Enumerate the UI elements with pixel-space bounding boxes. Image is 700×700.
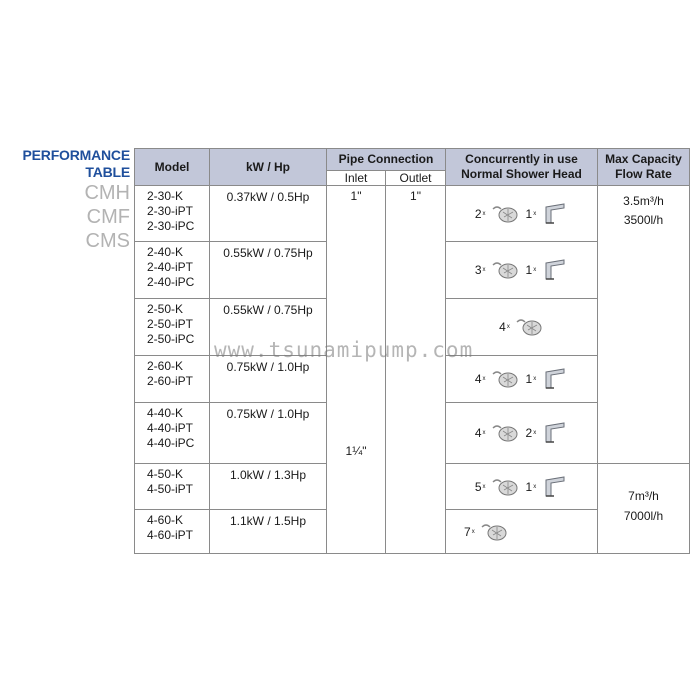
- capacity-lh-1: 3500l/h: [623, 213, 664, 227]
- watermark: www.tsunamipump.com: [214, 338, 474, 362]
- tap-count: 1 x: [525, 263, 537, 277]
- shower-count: 5 x: [474, 479, 486, 494]
- series-cms: CMS: [85, 230, 130, 252]
- model-cell: 4-50-K 4-50-iPT: [134, 463, 210, 510]
- header-pipe-connection: Pipe Connection: [326, 148, 446, 171]
- kw-cell: 1.1kW / 1.5Hp: [209, 509, 327, 554]
- usage-cell: [445, 241, 598, 299]
- series-cmf: CMF: [86, 206, 130, 228]
- usage-cell: [445, 355, 598, 403]
- series-cmh: CMH: [84, 182, 130, 204]
- tap-count: 1 x: [525, 479, 537, 494]
- model-cell: 4-40-K 4-40-iPT 4-40-iPC: [134, 402, 210, 464]
- header-outlet: Outlet: [385, 170, 446, 186]
- shower-head-icon: [492, 368, 520, 390]
- usage-cell: [445, 463, 598, 510]
- shower-head-icon: [481, 521, 509, 543]
- usage-cell: [445, 509, 598, 554]
- tap-count: 1 x: [525, 206, 537, 221]
- kw-cell: 0.75kW / 1.0Hp: [209, 402, 327, 464]
- header-inlet: Inlet: [326, 170, 386, 186]
- capacity-m3h-2: 7m³/h: [628, 489, 659, 503]
- model-cell: 2-50-K 2-50-iPT 2-50-iPC: [134, 298, 210, 356]
- shower-head-icon: [492, 422, 520, 444]
- usage-cell: [445, 298, 598, 356]
- faucet-icon: [542, 366, 568, 392]
- shower-count: 4 x: [474, 372, 486, 386]
- tap-count: 2 x: [525, 426, 537, 440]
- faucet-icon: [542, 474, 568, 500]
- shower-count: 2 x: [474, 206, 486, 221]
- shower-head-icon: [492, 259, 520, 281]
- tap-count: 1 x: [525, 372, 537, 386]
- performance-table-title: [23, 147, 130, 181]
- header-model: Model: [134, 148, 210, 186]
- kw-cell: 0.55kW / 0.75Hp: [209, 241, 327, 299]
- shower-count: 4 x: [499, 320, 510, 334]
- model-cell: 2-40-K 2-40-iPT 2-40-iPC: [134, 241, 210, 299]
- performance-table: [134, 148, 690, 554]
- usage-cell: [445, 185, 598, 242]
- capacity-group-2: [597, 463, 690, 554]
- shower-count: 4 x: [474, 426, 486, 440]
- capacity-m3h-1: 3.5m³/h: [623, 194, 664, 208]
- header-kw: kW / Hp: [209, 148, 327, 186]
- inlet-value-1: 1": [350, 189, 362, 203]
- shower-count: 3 x: [474, 263, 486, 277]
- header-max-capacity: Max Capacity Flow Rate: [597, 148, 690, 186]
- shower-head-icon: [516, 316, 544, 338]
- shower-head-icon: [492, 476, 520, 498]
- usage-cell: [445, 402, 598, 464]
- title-line-2: TABLE: [85, 164, 130, 180]
- kw-cell: 0.75kW / 1.0Hp: [209, 355, 327, 403]
- kw-cell: 1.0kW / 1.3Hp: [209, 463, 327, 510]
- faucet-icon: [542, 420, 568, 446]
- faucet-icon: [542, 201, 568, 227]
- outlet-value-1: 1": [410, 189, 421, 203]
- kw-cell: 0.55kW / 0.75Hp: [209, 298, 327, 356]
- inlet-value-2: 1¼": [345, 444, 367, 458]
- inlet-column: [326, 185, 386, 554]
- header-concurrent-use: Concurrently in use Normal Shower Head: [445, 148, 598, 186]
- outlet-column: [385, 185, 446, 554]
- capacity-group-1: [597, 185, 690, 464]
- shower-head-icon: [492, 203, 520, 225]
- kw-cell: 0.37kW / 0.5Hp: [209, 185, 327, 242]
- faucet-icon: [542, 257, 568, 283]
- model-cell: 4-60-K 4-60-iPT: [134, 509, 210, 554]
- shower-count: 7 x: [464, 524, 475, 539]
- model-cell: 2-60-K 2-60-iPT: [134, 355, 210, 403]
- capacity-lh-2: 7000l/h: [623, 509, 664, 523]
- model-cell: 2-30-K 2-30-iPT 2-30-iPC: [134, 185, 210, 242]
- title-line-1: PERFORMANCE: [22, 147, 130, 163]
